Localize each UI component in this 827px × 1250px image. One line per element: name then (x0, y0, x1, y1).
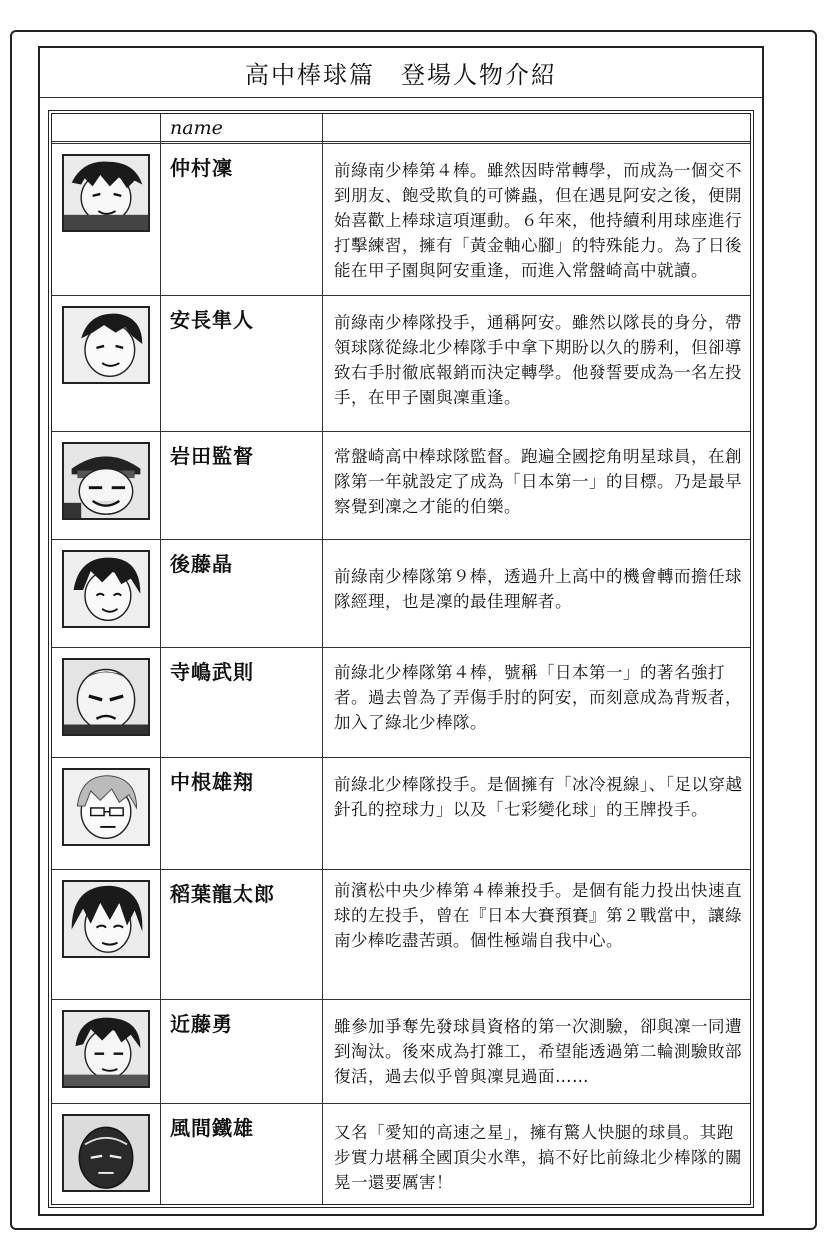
character-name: 仲村凜 (170, 156, 233, 180)
character-description: 又名「愛知的高速之星」，擁有驚人快腿的球員。其跑步實力堪稱全國頂尖水準，搞不好比前綠北少棒隊的關晃一還要厲害！ (334, 1123, 742, 1192)
portrait-inaba-ryutaro (62, 880, 150, 958)
page-title: 高中棒球篇 登場人物介紹 (40, 48, 762, 98)
character-description: 前綠南少棒隊第９棒，透過升上高中的機會轉而擔任球隊經理，也是凜的最佳理解者。 (334, 567, 742, 611)
table-row (52, 144, 750, 296)
table-row (52, 540, 750, 648)
portrait-terashima-takenori (62, 658, 150, 736)
portrait-yasunaga-hayato (62, 306, 150, 384)
character-name: 後藤晶 (170, 552, 233, 576)
table-row (52, 870, 750, 1000)
portrait-nakane-yusho (62, 768, 150, 846)
character-name: 風間鐵雄 (170, 1116, 254, 1140)
character-table (48, 110, 754, 1208)
character-description: 前綠北少棒隊投手。是個擁有「冰冷視線」、「足以穿越針孔的控球力」以及「七彩變化球」的王牌投手。 (334, 775, 743, 819)
character-name: 中根雄翔 (170, 770, 254, 794)
portrait-kazama-tetsuo (62, 1114, 150, 1192)
character-name: 寺嶋武則 (170, 660, 254, 684)
portrait-nakamura-rin (62, 154, 150, 232)
portrait-goto-akira (62, 550, 150, 628)
character-description: 雖參加爭奪先發球員資格的第一次測驗，卻與凜一同遭到淘汰。後來成為打雜工，希望能透過第二輪測驗敗部復活，過去似乎曾與凜見過面…… (334, 1017, 742, 1086)
character-intro-page (38, 46, 764, 1216)
table-row (52, 1104, 750, 1204)
character-name: 安長隼人 (170, 308, 254, 332)
character-name: 近藤勇 (170, 1012, 233, 1036)
character-description: 前綠南少棒第４棒。雖然因時常轉學，而成為一個交不到朋友、飽受欺負的可憐蟲，但在遇見阿安之後，便開始喜歡上棒球這項運動。６年來，他持續利用球座進行打擊練習，擁有「黃金軸心腳」的特殊能力。為了日後能在甲子園與阿安重逢，而進入常盤崎高中就讀。 (334, 161, 742, 280)
name-column-header: name (170, 117, 223, 139)
character-description: 常盤崎高中棒球隊監督。跑遍全國挖角明星球員，在創隊第一年就設定了成為「日本第一」的目標。乃是最早察覺到凜之才能的伯樂。 (334, 447, 742, 516)
table-row (52, 1000, 750, 1104)
portrait-iwata-kantoku (62, 442, 150, 520)
character-name: 稻葉龍太郎 (170, 882, 275, 906)
table-row (52, 648, 750, 758)
character-description: 前綠北少棒隊第４棒，號稱「日本第一」的著名強打者。過去曾為了弄傷手肘的阿安，而刻意成為背叛者，加入了綠北少棒隊。 (334, 663, 742, 732)
table-row (52, 432, 750, 540)
character-name: 岩田監督 (170, 444, 254, 468)
table-row (52, 296, 750, 432)
table-row (52, 758, 750, 870)
character-description: 前綠南少棒隊投手，通稱阿安。雖然以隊長的身分，帶領球隊從綠北少棒隊手中拿下期盼以久的勝利，但卻導致右手肘徹底報銷而決定轉學。他發誓要成為一名左投手，在甲子園與凜重逢。 (334, 313, 742, 407)
portrait-kondo-isamu (62, 1010, 150, 1088)
character-description: 前濱松中央少棒第４棒兼投手。是個有能力投出快速直球的左投手，曾在『日本大賽預賽』第２戰當中，讓綠南少棒吃盡苦頭。個性極端自我中心。 (334, 881, 742, 950)
table-header-row (52, 114, 750, 144)
